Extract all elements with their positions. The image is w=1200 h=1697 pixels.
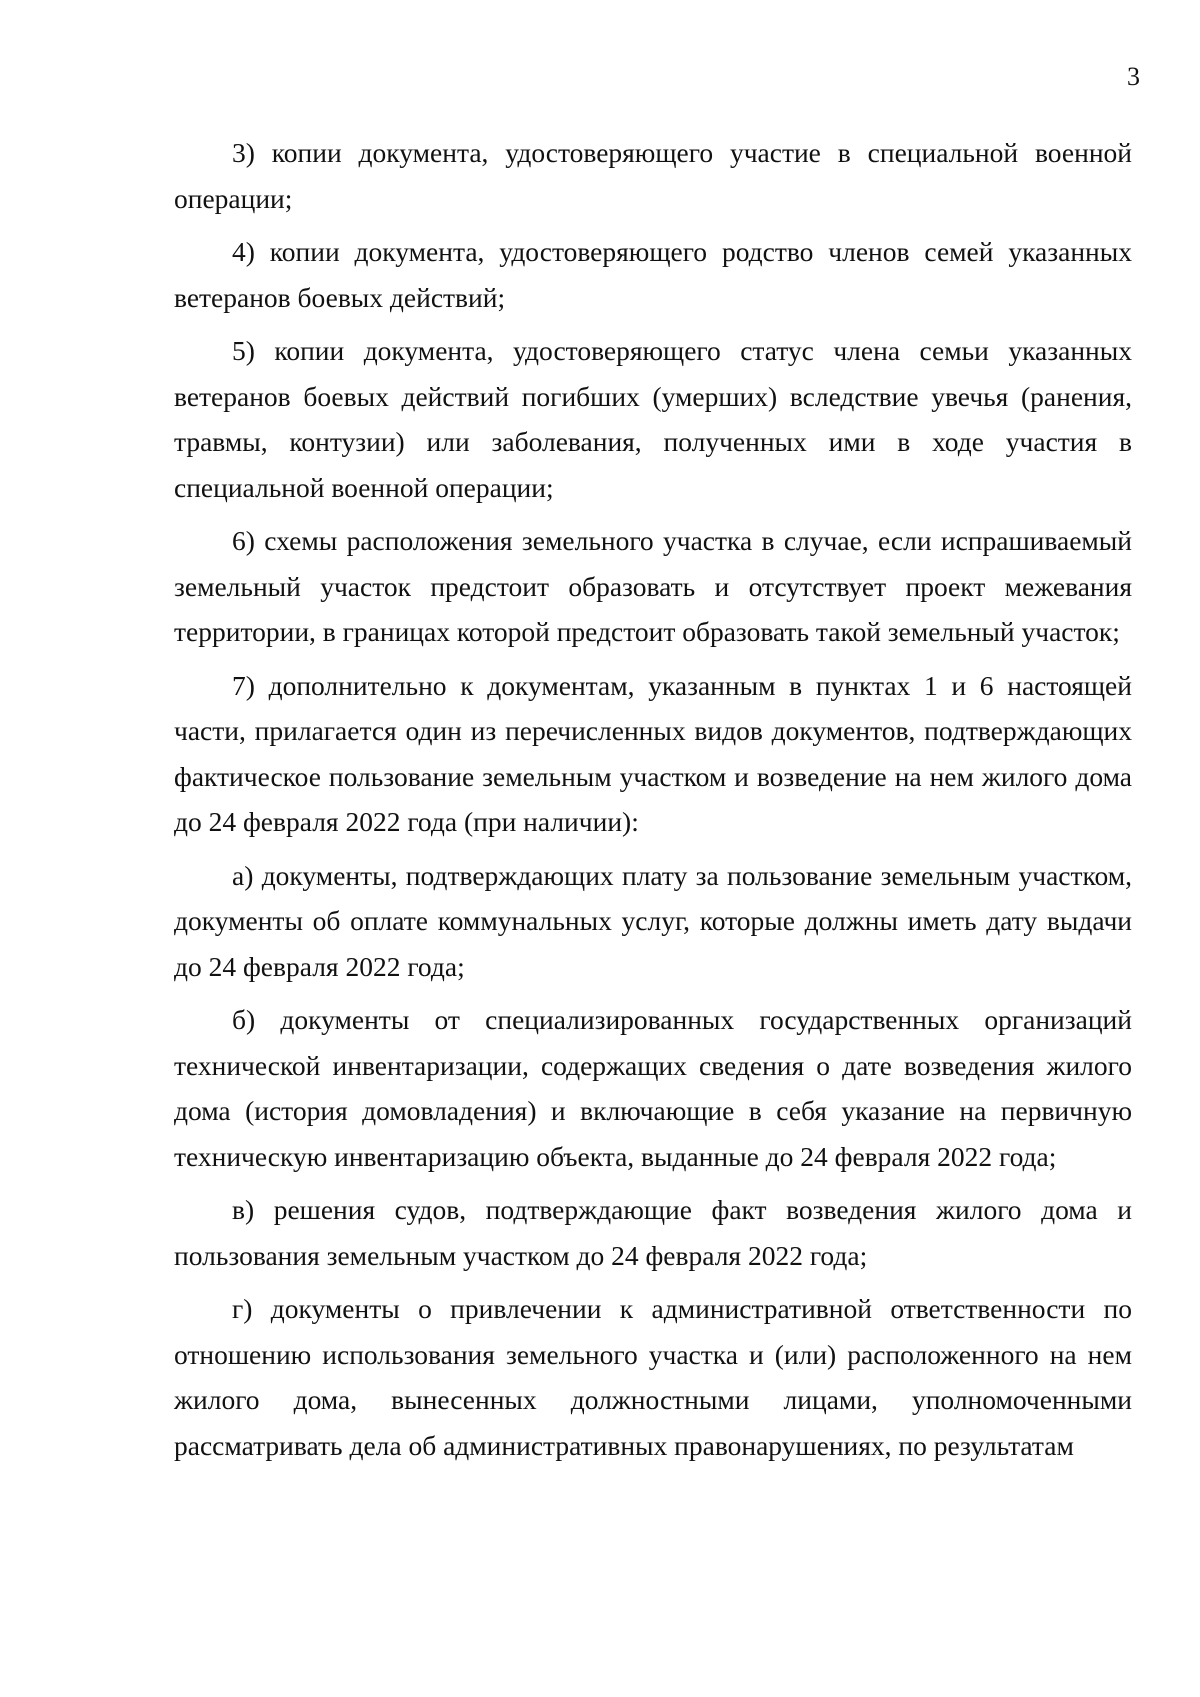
paragraph-item-5: 5) копии документа, удостоверяющего статус члена семьи указанных ветеранов боевых действий погибших (умерших) вследствие увечья (ранения, травмы, контузии) или заболевания, полученных ими в ходе участия в специальной военной операции; <box>174 335 1132 503</box>
subparagraph-g: г) документы о привлечении к административной ответственности по отношению использования земельного участка и (или) расположенного на нем жилого дома, вынесенных должностными лицами, уполномоченными рассматривать дела об административных правонарушениях, по результатам <box>174 1293 1132 1461</box>
subparagraph-v: в) решения судов, подтверждающие факт возведения жилого дома и пользования земельным участком до 24 февраля 2022 года; <box>174 1194 1132 1271</box>
page-number: 3 <box>1127 62 1140 91</box>
document-body <box>174 130 1132 1476</box>
paragraph-item-7: 7) дополнительно к документам, указанным в пунктах 1 и 6 настоящей части, прилагается один из перечисленных видов документов, подтверждающих фактическое пользование земельным участком и возведение на нем жилого дома до 24 февраля 2022 года (при наличии): <box>174 669 1132 837</box>
paragraph-item-4: 4) копии документа, удостоверяющего родство членов семей указанных ветеранов боевых действий; <box>174 236 1132 313</box>
subparagraph-a: а) документы, подтверждающих плату за пользование земельным участком, документы об оплате коммунальных услуг, которые должны иметь дату выдачи до 24 февраля 2022 года; <box>174 859 1132 982</box>
paragraph-item-6: 6) схемы расположения земельного участка в случае, если испрашиваемый земельный участок предстоит образовать и отсутствует проект межевания территории, в границах которой предстоит образовать такой земельный участок; <box>174 525 1132 647</box>
paragraph-item-3: 3) копии документа, удостоверяющего участие в специальной военной операции; <box>174 137 1132 214</box>
subparagraph-b: б) документы от специализированных государственных организаций технической инвентаризации, содержащих сведения о дате возведения жилого дома (история домовладения) и включающие в себя указание на первичную техническую инвентаризацию объекта, выданные до 24 февраля 2022 года; <box>174 1004 1132 1172</box>
